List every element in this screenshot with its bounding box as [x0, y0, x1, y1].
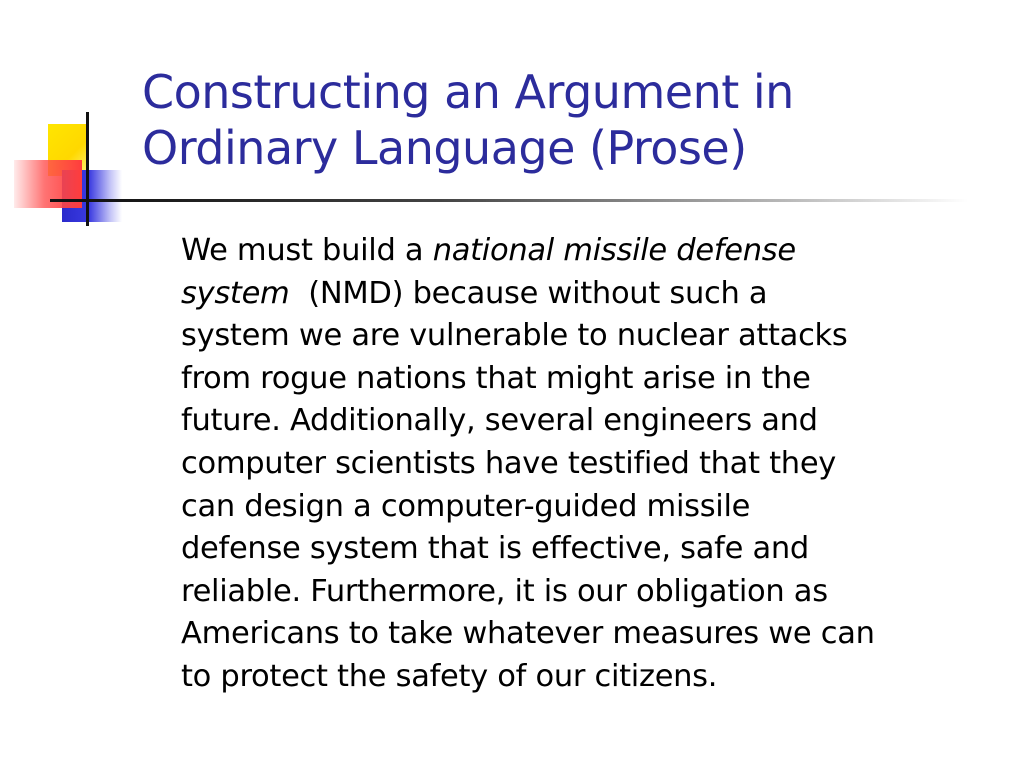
decorative-logo	[0, 0, 140, 240]
body-line: to protect the safety of our citizens.	[181, 658, 718, 694]
body-line: computer scientists have testified that they	[181, 445, 837, 481]
emphasis-text: system	[181, 275, 290, 311]
body-line: can design a computer-guided missile	[181, 488, 751, 524]
title-divider	[88, 199, 968, 202]
body-line: Americans to take whatever measures we can	[181, 616, 875, 652]
slide-title	[142, 64, 1002, 176]
body-line	[181, 273, 1011, 316]
body-line: system we are vulnerable to nuclear attacks	[181, 318, 848, 354]
body-text-segment: (NMD) because without such a	[289, 275, 768, 311]
body-line: future. Additionally, several engineers and	[181, 403, 818, 439]
emphasis-text: national missile defense	[432, 233, 796, 268]
title-line: Ordinary Language (Prose)	[142, 121, 747, 175]
title-line: Constructing an Argument in	[142, 65, 794, 119]
body-text	[181, 230, 1011, 699]
vertical-rule	[86, 112, 89, 226]
body-line	[181, 230, 1011, 273]
body-line: reliable. Furthermore, it is our obligation as	[181, 573, 828, 609]
body-text-segment: We must build a	[181, 233, 433, 268]
body-line: defense system that is effective, safe and	[181, 531, 809, 567]
body-line: from rogue nations that might arise in the	[181, 360, 811, 396]
